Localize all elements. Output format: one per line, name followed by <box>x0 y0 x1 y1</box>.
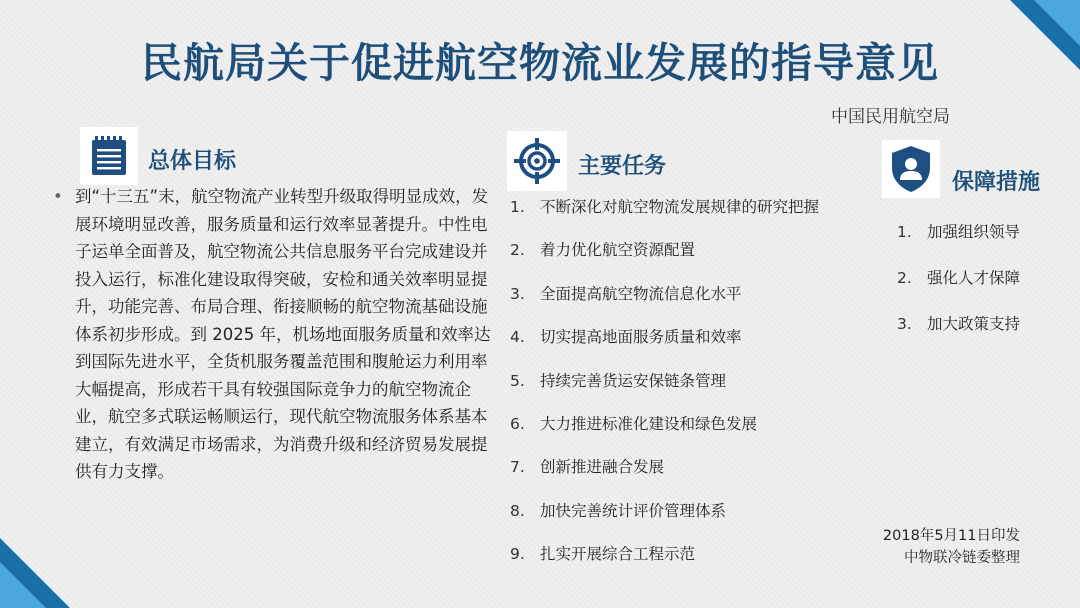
page-title: 民航局关于促进航空物流业发展的指导意见 <box>141 39 939 87</box>
list-item: 2. 强化人才保障 <box>897 269 1021 287</box>
guarantee-list <box>897 220 1020 358</box>
list-item: 5. 持续完善货运安保链条管理 <box>510 371 727 390</box>
bullet-marker: • <box>53 187 63 206</box>
section-heading-goal: 总体目标 <box>148 149 237 174</box>
list-item: 6. 大力推进标准化建设和绿色发展 <box>510 414 758 433</box>
shield-user-icon <box>882 140 940 198</box>
list-item: 2. 着力优化航空资源配置 <box>510 241 696 260</box>
section-heading-tasks: 主要任务 <box>578 154 667 179</box>
issuer-label: 中国民用航空局 <box>831 107 950 127</box>
footer-note <box>883 525 1020 569</box>
goal-paragraph <box>53 183 494 486</box>
list-item: 4. 切实提高地面服务质量和效率 <box>510 328 742 347</box>
issue-date: 2018年5月11日印发 <box>882 528 1020 544</box>
list-item: 1. 不断深化对航空物流发展规律的研究把握 <box>510 198 820 216</box>
list-item: 1. 加强组织领导 <box>897 223 1021 241</box>
list-item: 7. 创新推进融合发展 <box>510 458 665 477</box>
notebook-icon <box>80 127 138 185</box>
list-item: 3. 全面提高航空物流信息化水平 <box>510 284 742 303</box>
goal-text: 到“十三五”末，航空物流产业转型升级取得明显成效，发展环境明显改善，服务质量和运行效率显著提升。中性电子运单全面普及，航空物流公共信息服务平台完成建设并投入运行，标准化建设取得突破，安检和通关效率明显提升，功能完善、布局合理、衔接顺畅的航空物流基础设施体系初步形成。到 2025 年，机场地面服务质量和效率达到国际先进水平，全货机服务覆盖范围和腹舱运力利用率大幅提高，形成若干具有较强国际竞争力的航空物流企业，航空多式联运畅顺运行，现代航空物流服务体系基本建立，有效满足市场需求，为消费升级和经济贸易发展提供有力支撑。 <box>75 187 491 481</box>
task-list <box>510 195 819 586</box>
list-item: 3. 加大政策支持 <box>897 315 1021 333</box>
target-icon <box>507 131 567 191</box>
corner-decoration-bottom-left-light <box>0 562 46 608</box>
section-heading-guarantees: 保障措施 <box>952 170 1041 195</box>
list-item: 8. 加快完善统计评价管理体系 <box>510 501 727 520</box>
list-item: 9. 扎实开展综合工程示范 <box>510 545 696 564</box>
compiler-note: 中物联冷链委整理 <box>904 550 1020 566</box>
